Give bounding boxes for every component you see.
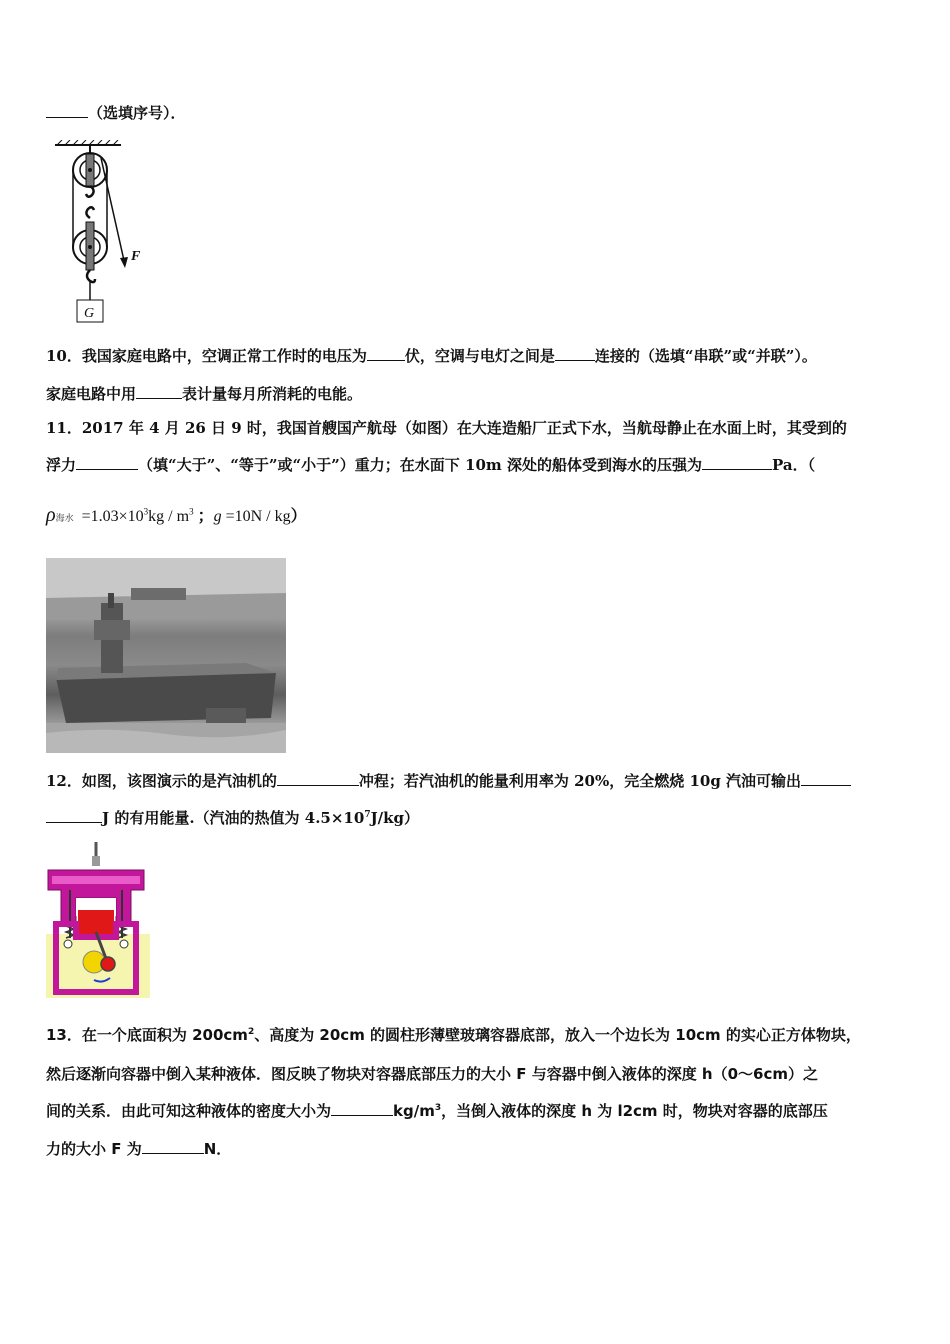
q10-line1: 10．我国家庭电路中，空调正常工作时的电压为 伏，空调与电灯之间是 连接的（选填“串联”或“并联”）。 (46, 347, 817, 365)
seawater-density-formula: ρ海水 $=1.03\times 10^3kg / m^3$ ；g =10N / kg） (46, 504, 307, 526)
q10-line2: 家庭电路中用 表计量每月所消耗的电能。 (46, 385, 363, 403)
answer-blank (277, 771, 359, 786)
answer-blank (801, 771, 851, 786)
answer-blank (76, 455, 138, 470)
q13-line3: 间的关系．由此可知这种液体的密度大小为 $kg/m^3$，当倒入液体的深度 h 为 l2cm 时，物块对容器的底部压 (46, 1102, 828, 1120)
q9-tail-line: （选填序号）． (46, 103, 186, 123)
answer-blank (367, 346, 405, 361)
answer-blank (46, 808, 102, 823)
weight-label: G (84, 306, 95, 321)
q13-line2: 然后逐渐向容器中倒入某种液体．图反映了物块对容器底部压力的大小 F 与容器中倒入液体的深度 h（0～6cm）之 (46, 1065, 818, 1083)
q11-line2: 浮力 （填“大于”、“等于”或“小于”）重力；在水面下 10m 深处的船体受到海水的压强为 Pa．（ (46, 456, 816, 474)
answer-blank (46, 103, 88, 118)
q12-line2: J 的有用能量.（汽油的热值为 $4.5\times 10^7J/kg$） (46, 808, 419, 828)
answer-blank (136, 384, 182, 399)
q13-line1: 13．在一个底面积为 $200cm^2$、高度为 20cm 的圆柱形薄壁玻璃容器底部，放入一个边长为 10cm 的实心正方体物块， (46, 1026, 861, 1044)
force-label: F (131, 249, 141, 264)
answer-blank (142, 1139, 204, 1154)
answer-blank (331, 1101, 393, 1116)
q12-line1: 12．如图，该图演示的是汽油机的 冲程；若汽油机的能量利用率为 20%，完全燃烧 10g 汽油可输出 (46, 771, 851, 791)
q11-line1: 11．2017 年 4 月 26 日 9 时，我国首艘国产航母（如图）在大连造船厂正式下水，当航母静止在水面上时，其受到的 (46, 419, 847, 437)
pulley-figure (55, 140, 155, 330)
answer-blank (555, 346, 595, 361)
gasoline-engine-figure (46, 842, 150, 998)
aircraft-carrier-photo (46, 558, 286, 753)
answer-blank (702, 455, 772, 470)
q13-line4: 力的大小 F 为 N． (46, 1140, 232, 1158)
